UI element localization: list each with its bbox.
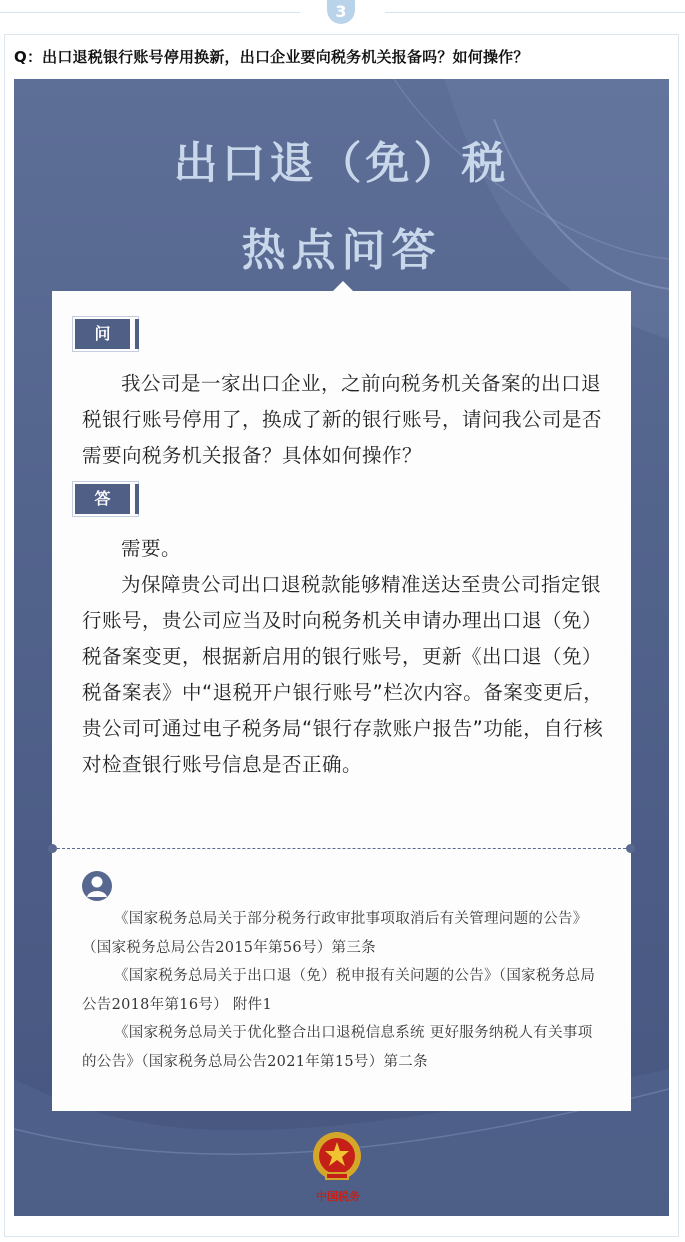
references-list bbox=[82, 905, 607, 1076]
question-heading: Q：出口退税银行账号停用换新，出口企业要向税务机关报备吗？如何操作？ bbox=[14, 48, 529, 66]
divider-dot-right bbox=[626, 844, 635, 853]
question-text: 我公司是一家出口企业，之前向税务机关备案的出口退税银行账号停用了，换成了新的银行账号，请问我公司是否需要向税务机关报备？具体如何操作？ bbox=[82, 372, 603, 467]
user-icon bbox=[82, 871, 112, 901]
qa-poster bbox=[14, 79, 669, 1216]
card-divider bbox=[52, 848, 631, 849]
answer-tag: 答 bbox=[75, 484, 130, 514]
poster-title-line2: 热点问答 bbox=[241, 225, 442, 276]
reference-item: 《国家税务总局关于优化整合出口退税信息系统 更好服务纳税人有关事项的公告》（国家税务总局公告2021年第15号）第二条 bbox=[82, 1025, 593, 1070]
footer-logo-text: 中国税务 bbox=[316, 1190, 360, 1203]
question-tag: 问 bbox=[75, 319, 130, 349]
qa-card bbox=[52, 291, 631, 1111]
answer-short: 需要。 bbox=[121, 537, 182, 560]
reference-item: 《国家税务总局关于部分税务行政审批事项取消后有关管理问题的公告》（国家税务总局公告2015年第56号）第三条 bbox=[82, 911, 588, 956]
tax-emblem-icon bbox=[307, 1128, 367, 1188]
top-divider-left bbox=[0, 12, 300, 13]
reference-item: 《国家税务总局关于出口退（免）税申报有关问题的公告》（国家税务总局公告2018年第16号） 附件1 bbox=[82, 968, 596, 1013]
divider-dot-left bbox=[48, 844, 57, 853]
section-number-badge: 3 bbox=[327, 0, 355, 24]
card-notch bbox=[333, 281, 353, 291]
poster-title-line1: 出口退（免）税 bbox=[173, 138, 510, 189]
answer-text: 为保障贵公司出口退税款能够精准送达至贵公司指定银行账号，贵公司应当及时向税务机关申请办理出口退（免）税备案变更，根据新启用的银行账号，更新《出口退（免）税备案表》中“退税开户银行账号”栏次内容。备案变更后，贵公司可通过电子税务局“银行存款账户报告”功能，自行核对检查银行账号信息是否正确。 bbox=[82, 573, 604, 776]
top-divider-right bbox=[385, 12, 685, 13]
